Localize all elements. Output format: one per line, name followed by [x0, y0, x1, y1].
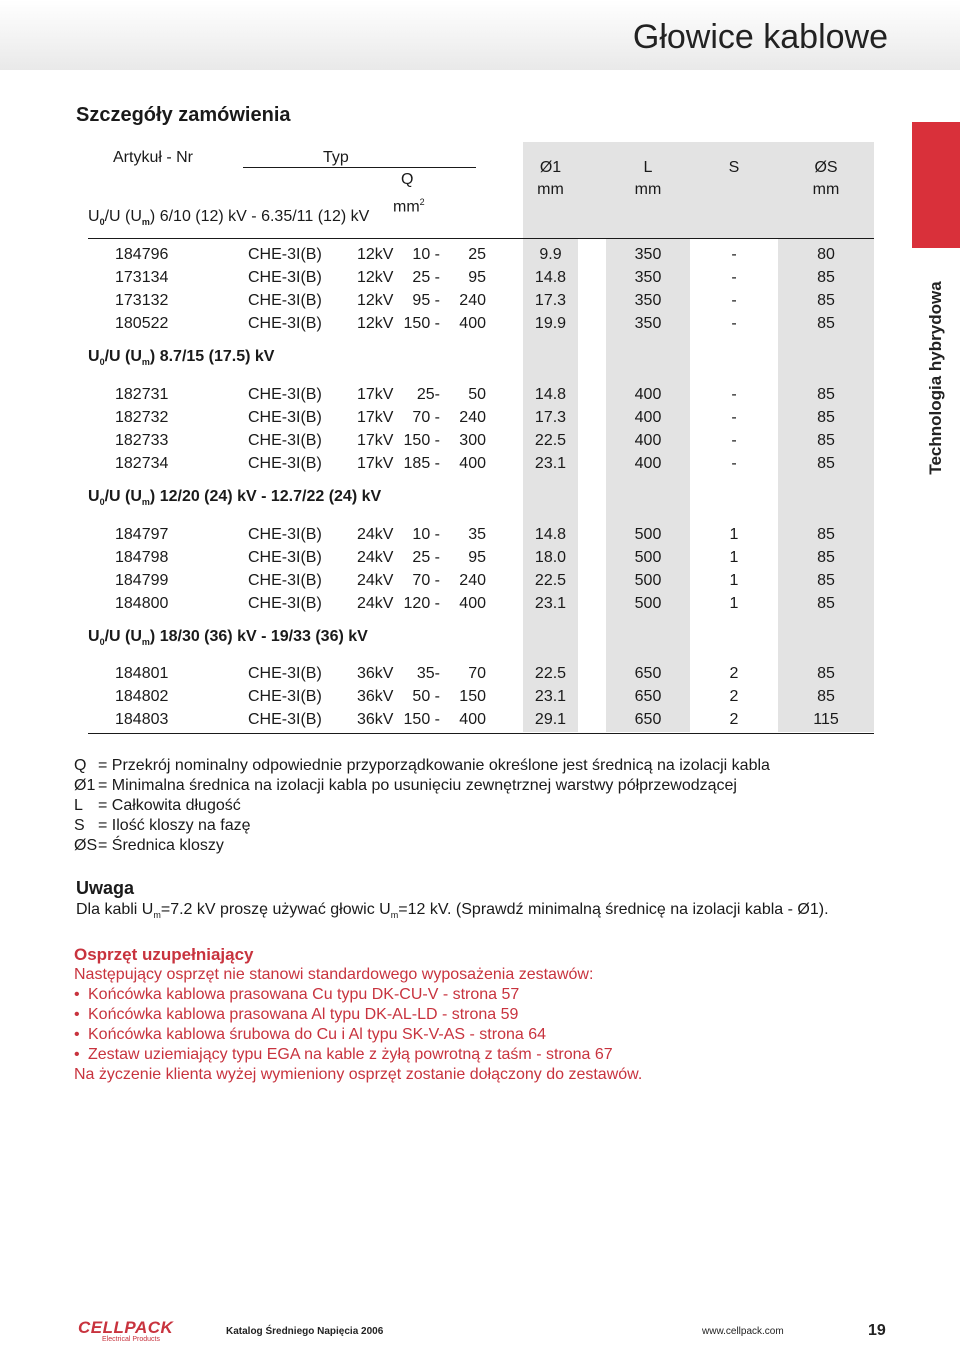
- ds-value: 80: [817, 246, 835, 263]
- voltage: 24kV: [357, 595, 394, 612]
- legend-item: [74, 777, 737, 795]
- voltage: 17kV: [357, 409, 394, 426]
- legend-text: = Przekrój nominalny odpowiednie przyporządkowanie określone jest średnicą na izolacji kabla: [98, 757, 770, 774]
- bullet-icon: •: [74, 1046, 80, 1063]
- q-to: 400: [459, 595, 486, 612]
- ds-value: 85: [817, 315, 835, 332]
- legend-key: S: [74, 817, 85, 834]
- voltage: 24kV: [357, 549, 394, 566]
- ds-value: 85: [817, 386, 835, 403]
- voltage: 12kV: [357, 269, 394, 286]
- q-to: 95: [468, 269, 486, 286]
- legend-item: [74, 797, 241, 815]
- type-name: CHE-3I(B): [248, 246, 322, 263]
- voltage: 12kV: [357, 315, 394, 332]
- ds-value: 85: [817, 432, 835, 449]
- l-value: 350: [634, 269, 662, 286]
- type-name: CHE-3I(B): [248, 269, 322, 286]
- voltage: 36kV: [357, 665, 394, 682]
- article-number: 182732: [115, 409, 169, 426]
- type-name: CHE-3I(B): [248, 665, 322, 682]
- l-value: 650: [634, 688, 662, 705]
- d1-value: 22.5: [534, 665, 567, 682]
- logo-tagline: Electrical Products: [102, 1336, 160, 1343]
- ds-value: 85: [817, 526, 835, 543]
- voltage: 17kV: [357, 455, 394, 472]
- s-value: 2: [729, 665, 739, 682]
- d1-value: 18.0: [534, 549, 567, 566]
- type-name: CHE-3I(B): [248, 315, 322, 332]
- legend-key: ØS: [74, 837, 98, 854]
- q-to: 150: [459, 688, 486, 705]
- ds-value: 85: [817, 269, 835, 286]
- q-to: 240: [459, 292, 486, 309]
- legend-key: Q: [74, 757, 87, 774]
- side-tab-label: Technologia hybrydowa: [926, 281, 945, 475]
- d1-value: 23.1: [534, 688, 567, 705]
- list-item: • Zestaw uziemiający typu EGA na kable z żyłą powrotną z taśm - strona 67: [74, 1046, 613, 1063]
- page-title: Głowice kablowe: [632, 18, 888, 56]
- voltage: 17kV: [357, 432, 394, 449]
- d1-value: 29.1: [534, 711, 567, 728]
- type-name: CHE-3I(B): [248, 455, 322, 472]
- ds-value: 115: [813, 711, 839, 728]
- q-from: 25-: [416, 386, 440, 403]
- header-ds: ØS: [814, 159, 838, 176]
- d1-value: 19.9: [534, 315, 567, 332]
- article-number: 173132: [115, 292, 169, 309]
- s-value: 2: [729, 711, 739, 728]
- q-from: 185 -: [403, 455, 440, 472]
- s-value: 1: [729, 595, 739, 612]
- legend-text: = Minimalna średnica na izolacji kabla po usunięciu zewnętrznej warstwy półprzewodzącej: [98, 777, 737, 794]
- type-name: CHE-3I(B): [248, 595, 322, 612]
- type-name: CHE-3I(B): [248, 572, 322, 589]
- ds-value: 85: [817, 292, 835, 309]
- q-from: 150 -: [403, 432, 440, 449]
- header-d1-unit: mm: [537, 181, 564, 198]
- s-value: -: [731, 432, 737, 449]
- l-value: 400: [634, 455, 662, 472]
- article-number: 182733: [115, 432, 169, 449]
- ds-value: 85: [817, 595, 835, 612]
- l-value: 400: [634, 409, 662, 426]
- q-to: 95: [468, 549, 486, 566]
- bullet-icon: •: [74, 1026, 80, 1043]
- type-name: CHE-3I(B): [248, 386, 322, 403]
- group-label: $U_0/U$ $(U_m)$ 6/10 (12) kV - 6.35/11 (12) kV: [88, 208, 370, 228]
- q-to: 70: [468, 665, 486, 682]
- note-title: Uwaga: [76, 878, 135, 898]
- legend-text: = Średnica kloszy: [98, 837, 224, 854]
- d1-value: 23.1: [534, 595, 567, 612]
- l-value: 500: [634, 526, 662, 543]
- header-d1: Ø1: [539, 159, 562, 176]
- type-name: CHE-3I(B): [248, 526, 322, 543]
- d1-value: 23.1: [534, 455, 567, 472]
- page-number: 19: [868, 1322, 886, 1339]
- d1-value: 14.8: [534, 526, 567, 543]
- article-number: 184799: [115, 572, 169, 589]
- q-to: 240: [459, 572, 486, 589]
- article-number: 173134: [115, 269, 169, 286]
- l-value: 400: [634, 432, 662, 449]
- s-value: 1: [729, 549, 739, 566]
- q-from: 10 -: [412, 526, 440, 543]
- legend-key: Ø1: [74, 777, 96, 794]
- article-number: 184798: [115, 549, 169, 566]
- q-from: 50 -: [412, 688, 440, 705]
- header-l-unit: mm: [634, 181, 662, 198]
- note-text: Dla kabli $U_m=7.2$ kV proszę używać głowic $U_m=12$ kV. (Sprawdź minimalną średnicę na izolacji kabla - Ø1).: [76, 901, 829, 921]
- article-number: 184797: [115, 526, 169, 543]
- type-name: CHE-3I(B): [248, 432, 322, 449]
- header-q: Q: [401, 171, 414, 188]
- article-number: 184796: [115, 246, 169, 263]
- s-value: -: [731, 269, 737, 286]
- article-number: 184800: [115, 595, 169, 612]
- bullet-icon: •: [74, 1006, 80, 1023]
- q-from: 150 -: [403, 315, 440, 332]
- footer-catalog: Katalog Średniego Napięcia 2006: [226, 1326, 384, 1337]
- q-to: 400: [459, 455, 486, 472]
- list-item: • Końcówka kablowa prasowana Al typu DK-AL-LD - strona 59: [74, 1006, 519, 1023]
- l-value: 500: [634, 595, 662, 612]
- l-value: 350: [634, 315, 662, 332]
- accessories-closing: Na życzenie klienta wyżej wymieniony osprzęt zostanie dołączony do zestawów.: [74, 1066, 643, 1083]
- article-number: 184803: [115, 711, 169, 728]
- type-name: CHE-3I(B): [248, 688, 322, 705]
- q-to: 300: [459, 432, 486, 449]
- article-number: 180522: [115, 315, 169, 332]
- q-to: 400: [459, 315, 486, 332]
- accessories-intro: Następujący osprzęt nie stanowi standardowego wyposażenia zestawów:: [74, 966, 594, 983]
- footer-website: www.cellpack.com: [702, 1326, 784, 1337]
- q-to: 240: [459, 409, 486, 426]
- q-to: 400: [459, 711, 486, 728]
- d1-value: 22.5: [534, 432, 567, 449]
- voltage: 36kV: [357, 688, 394, 705]
- s-value: 1: [729, 572, 739, 589]
- voltage: 24kV: [357, 572, 394, 589]
- article-number: 182731: [115, 386, 169, 403]
- q-from: 70 -: [412, 409, 440, 426]
- ds-value: 85: [817, 455, 835, 472]
- voltage: 12kV: [357, 292, 394, 309]
- s-value: -: [731, 246, 737, 263]
- ds-value: 85: [817, 572, 835, 589]
- article-number: 182734: [115, 455, 169, 472]
- s-value: -: [731, 386, 737, 403]
- d1-value: 14.8: [534, 386, 567, 403]
- accessories-title: Osprzęt uzupełniający: [74, 945, 254, 964]
- group-divider: [88, 238, 874, 239]
- l-value: 500: [634, 549, 662, 566]
- q-from: 70 -: [412, 572, 440, 589]
- group-label: $U_0/U$ $(U_m)$ 8.7/15 (17.5) kV: [88, 348, 275, 368]
- q-from: 120 -: [403, 595, 440, 612]
- l-value: 350: [634, 292, 662, 309]
- d1-value: 17.3: [534, 292, 567, 309]
- header-l: L: [643, 159, 653, 176]
- legend-text: = Ilość kloszy na fazę: [98, 817, 251, 834]
- type-name: CHE-3I(B): [248, 292, 322, 309]
- typ-underline: [243, 167, 476, 168]
- d1-value: 22.5: [534, 572, 567, 589]
- ds-value: 85: [817, 409, 835, 426]
- q-from: 150 -: [403, 711, 440, 728]
- s-value: -: [731, 455, 737, 472]
- table-bottom-rule: [88, 733, 874, 734]
- l-value: 650: [634, 665, 662, 682]
- s-value: 1: [729, 526, 739, 543]
- header-typ: Typ: [323, 149, 349, 166]
- l-value: 350: [634, 246, 662, 263]
- article-number: 184801: [115, 665, 169, 682]
- s-value: -: [731, 409, 737, 426]
- header-ds-unit: mm: [812, 181, 840, 198]
- d1-value: 14.8: [534, 269, 567, 286]
- q-to: 35: [468, 526, 486, 543]
- legend-text: = Całkowita długość: [98, 797, 241, 814]
- s-value: -: [731, 292, 737, 309]
- s-value: 2: [729, 688, 739, 705]
- type-name: CHE-3I(B): [248, 409, 322, 426]
- voltage: 17kV: [357, 386, 394, 403]
- d1-value: 17.3: [534, 409, 567, 426]
- legend-item: [74, 837, 224, 855]
- voltage: 36kV: [357, 711, 394, 728]
- ds-value: 85: [817, 549, 835, 566]
- header-q-unit: $mm^2$: [393, 197, 425, 216]
- header-artykul: Artykuł - Nr: [113, 149, 193, 166]
- logo-wordmark: CELLPACK: [78, 1318, 174, 1337]
- legend-key: L: [74, 797, 83, 814]
- list-item: • Końcówka kablowa śrubowa do Cu i Al typu SK-V-AS - strona 64: [74, 1026, 547, 1043]
- q-from: 35-: [416, 665, 440, 682]
- voltage: 24kV: [357, 526, 394, 543]
- group-label: $U_0/U$ $(U_m)$ 12/20 (24) kV - 12.7/22 (24) kV: [88, 488, 382, 508]
- side-tab-red: [912, 122, 960, 248]
- voltage: 12kV: [357, 246, 394, 263]
- ds-value: 85: [817, 688, 835, 705]
- type-name: CHE-3I(B): [248, 549, 322, 566]
- q-from: 25 -: [412, 269, 440, 286]
- q-from: 25 -: [412, 549, 440, 566]
- l-value: 500: [634, 572, 662, 589]
- cellpack-logo: [78, 1318, 173, 1343]
- q-to: 50: [468, 386, 486, 403]
- header-s: S: [728, 159, 740, 176]
- bullet-icon: •: [74, 986, 80, 1003]
- l-value: 650: [634, 711, 662, 728]
- list-item: • Końcówka kablowa prasowana Cu typu DK-CU-V - strona 57: [74, 986, 520, 1003]
- type-name: CHE-3I(B): [248, 711, 322, 728]
- section-title: Szczegóły zamówienia: [76, 104, 291, 126]
- article-number: 184802: [115, 688, 169, 705]
- d1-value: 9.9: [539, 246, 562, 263]
- legend-item: [74, 817, 251, 835]
- ds-value: 85: [817, 665, 835, 682]
- q-to: 25: [468, 246, 486, 263]
- s-value: -: [731, 315, 737, 332]
- l-value: 400: [634, 386, 662, 403]
- legend-item: [74, 757, 770, 775]
- q-from: 10 -: [412, 246, 440, 263]
- q-from: 95 -: [412, 292, 440, 309]
- group-label: $U_0/U$ $(U_m)$ 18/30 (36) kV - 19/33 (36) kV: [88, 628, 368, 648]
